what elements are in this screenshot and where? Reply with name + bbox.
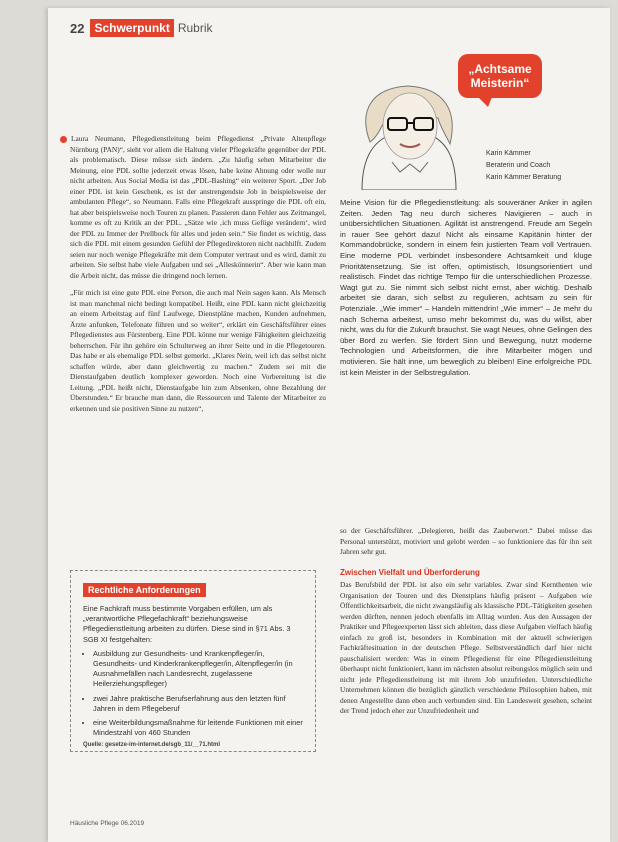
paragraph xyxy=(70,134,326,281)
right-column-text xyxy=(340,526,592,725)
list-item: • eine Weiterbildungsmaßnahme für leitende Funktionen mit einer Mindestzahl von 460 Stunden xyxy=(93,718,303,738)
requirements-list xyxy=(83,649,303,739)
paragraph: so der Geschäftsführer. „Delegieren, heißt das Zauberwort.“ Dabei müsse das Personal unterstützt, motiviert und gelobt werden – so funktioniere das für ihn seit Jahren sehr gut. xyxy=(340,526,592,556)
magazine-page xyxy=(48,8,610,842)
subheading: Zwischen Vielfalt und Überforderung xyxy=(340,567,480,577)
info-box xyxy=(70,570,316,752)
source-note: Quelle: gesetze-im-internet.de/sgb_11/__71.html xyxy=(83,742,221,749)
quote-line-2: Meisterin“ xyxy=(470,76,530,90)
quote-line-1: „Achtsame xyxy=(468,62,532,76)
paragraph-text: Laura Neumann, Pflegedienstleitung beim Pflegedienst „Private Altenpflege Nürnburg (PAN)“, sieht vor allem die Haltung vieler Pflegekräfte gegenüber der PDL als problematisch. Diese müsse sich ändern. „Zu häufig sehen Mitarbeiter die Meinung, eine PDL sollte jederzeit etwas lösen, habe keine Ahnung oder wolle nur nicht arbeiten. Aus Social Media ist das „PDL-Bashing“ ein weiterer Sport. „Der Job einer PDL ist kein Geschenk, es ist der anstrengendste Job in beispielsweise der ambulanten Pflege“, so Neumann. Falls eine Pflegekraft ausspringe die PDL oft ein, hat aber beispielsweise noch Touren zu planen. Passieren dann Fehler aus Zeitmangel, komme es oft zu Kritik an der PDL. „Sätze wie ‚ich muss Gefüge verändern‘, wird der PDL zu Immer der Prellbock für alles und jeden sein.“ Sie findet es wichtig, dass sich die PDL mit einem gesunden Gefühl der Pflegedirektoren nicht nachhilft. Zudem seien nur noch wenige Pflegekräfte mit dem Computer vertraut und es wird, damit zu arbeiten. Sie selbst habe viele Aufgaben und sei „Alleskönnerin“. Aber wie kann man die Arbeit nicht, das müsse die dringend noch lernen. xyxy=(70,134,326,280)
caption-name: Karin Kämmer xyxy=(486,150,531,157)
left-column-text xyxy=(70,134,326,421)
portrait-caption xyxy=(486,148,561,184)
page-number: 22 xyxy=(70,20,85,36)
rubric-label: Rubrik xyxy=(177,21,213,35)
section-tag: Schwerpunkt xyxy=(90,19,173,37)
start-marker-icon xyxy=(60,136,67,143)
info-box-intro: Eine Fachkraft muss bestimmte Vorgaben erfüllen, um als „verantwortliche Pflegefachkraft“ beziehungsweise Pflegedienstleitung arbeiten zu dürfen. Diese sind in §71 Abs. 3 SGB XI festgehalten: xyxy=(83,604,291,644)
list-item: • Ausbildung zur Gesundheits- und Krankenpfleger/in, Gesundheits- und Kinderkrankenpfleger/in, Altenpfleger/in (in Ausnahmefällen nach Landesrecht, zugelassene Heilerziehungspfleger) xyxy=(93,649,303,690)
quote-bubble xyxy=(458,54,542,98)
interview-answer: Meine Vision für die Pflegedienstleitung: als souveräner Anker in agilen Zeiten. Jeden Tag neu durch sicheres Navigieren – auch in unübersichtlichen Situationen. Agilität ist anstrengend. Freude am Segeln in rauer See gehört dazu! Nicht als einsame Kapitänin hinter der Kommandobrücke, sondern in einem fein justierten Team voll Vertrauen. Eine moderne PDL verbindet insbesondere Achtsamkeit und kluge Prioritätensetzung. Sie ist offen, optimistisch, lösungsorientiert und realistisch. Findet das richtige Tempo für die unterschiedlichen Prozesse. Wagt gut zu. Sie nimmt sich selbst nicht ernst, aber wichtig. Deshalb arbeitet sie daran, sich selbst zu regulieren, achtsam zu sein für Potenziale. „Wie immer“ – Handeln mittendrin! „Wie immer“ – Je mehr du nach Schema arbeitest, umso mehr bekommst du, was du willst, aber nicht, was du für die Zukunft brauchst. Sie wagt Neues, ohne Gelingen des über Bord zu werfen. Sie fördert Sinn und Bewegung, nutzt moderne Technologien und Arbeitsformen, die ihre Mitarbeiter mögen und motivieren. Sie hält inne, um beweglich zu bleiben! Eine erfolgreiche PDL ist kein Meister in der Selbstregulation. xyxy=(340,198,592,377)
page-header xyxy=(70,18,213,38)
caption-role: Beraterin und Coach xyxy=(486,162,551,169)
list-item: • zwei Jahre praktische Berufserfahrung aus den letzten fünf Jahren in dem Pflegeberuf xyxy=(93,694,303,714)
portrait-photo xyxy=(340,80,480,190)
info-box-title: Rechtliche Anforderungen xyxy=(83,583,206,597)
paragraph: „Für mich ist eine gute PDL eine Person, die auch mal Nein sagen kann. Als Mensch ist man manchmal nicht bedingt kompatibel. Heißt, eine PDL kann nicht gleichzeitig an einem Arbeitstag auf fünf Laufwege, Dienstpläne machen, Kunden aufnehmen, Ärzte anfunken, Telefonate führen und so weiter“, erklärt ein Geschäftsführer eines Pflegedienstes aus Fürstenberg. Eine PDL könne nur wenige Fähigkeiten gleichzeitig beherrschen. Für ihn gehöre ein Schulterweg an ihrer Seite und in die Pflegetouren. Das habe er als ehemalige PDL selbst gemerkt. „Klares Nein, weil ich das selbst nicht schaffen würde, aber dann gleichwertig zu machen.“ Zudem sei mit die Dienstaufgaben deutlich komplexer geworden. Noch eine Vorbereitung ist die Leitung. „PDL heißt nicht, Dienstaufgabe hin zum Absenken, ohne Bezahlung der Überstunden.“ Er brauche man dann, die Ressourcen und Talente der Mitarbeiter zu erkennen und sie positiven Sinne zu nutzen“, xyxy=(70,288,326,413)
page-footer: Häusliche Pflege 06.2019 xyxy=(70,820,145,827)
caption-company: Karin Kämmer Beratung xyxy=(486,174,562,181)
paragraph: Das Berufsbild der PDL ist also ein sehr variables. Zwar sind Kernthemen wie Organisation der Touren und des Dienstplans häufig präsent – Aufgaben wie Öffentlichkeitsarbeit, die nicht zwangsläufig als klassische PDL-Tätigkeiten gesehen werden dürften, nennen jedoch ebenfalls im Alltag wurden. Aus den Aussagen der Praktiker und Pflegeexperten lässt sich ableiten, dass diese Aufgaben vielfach häufig einfach zu groß ist, besonders in Kombination mit der aktuell schwierigen Fachkräftesituation in der deutschen Pflege. Selbstverständlich darf hier nicht pauschalisiert werden: Was in einem Pflegedienst für eine Pflegedienstleitung überhaupt nicht funktioniert, kann im nächsten absolut reibungslos möglich sein und nicht jede Pflegedienstleitung ist mit ihrem Job unzufrieden. Unterschiedliche Unternehmen können die bezüglich gänzlich verschiedene Philosophien haben, mit denen Angestellte dann eben auch verbunden sind. Ein Landesweit gesehen, scheint der Trend jedoch eher zur Unzufriedenheit und xyxy=(340,580,592,715)
